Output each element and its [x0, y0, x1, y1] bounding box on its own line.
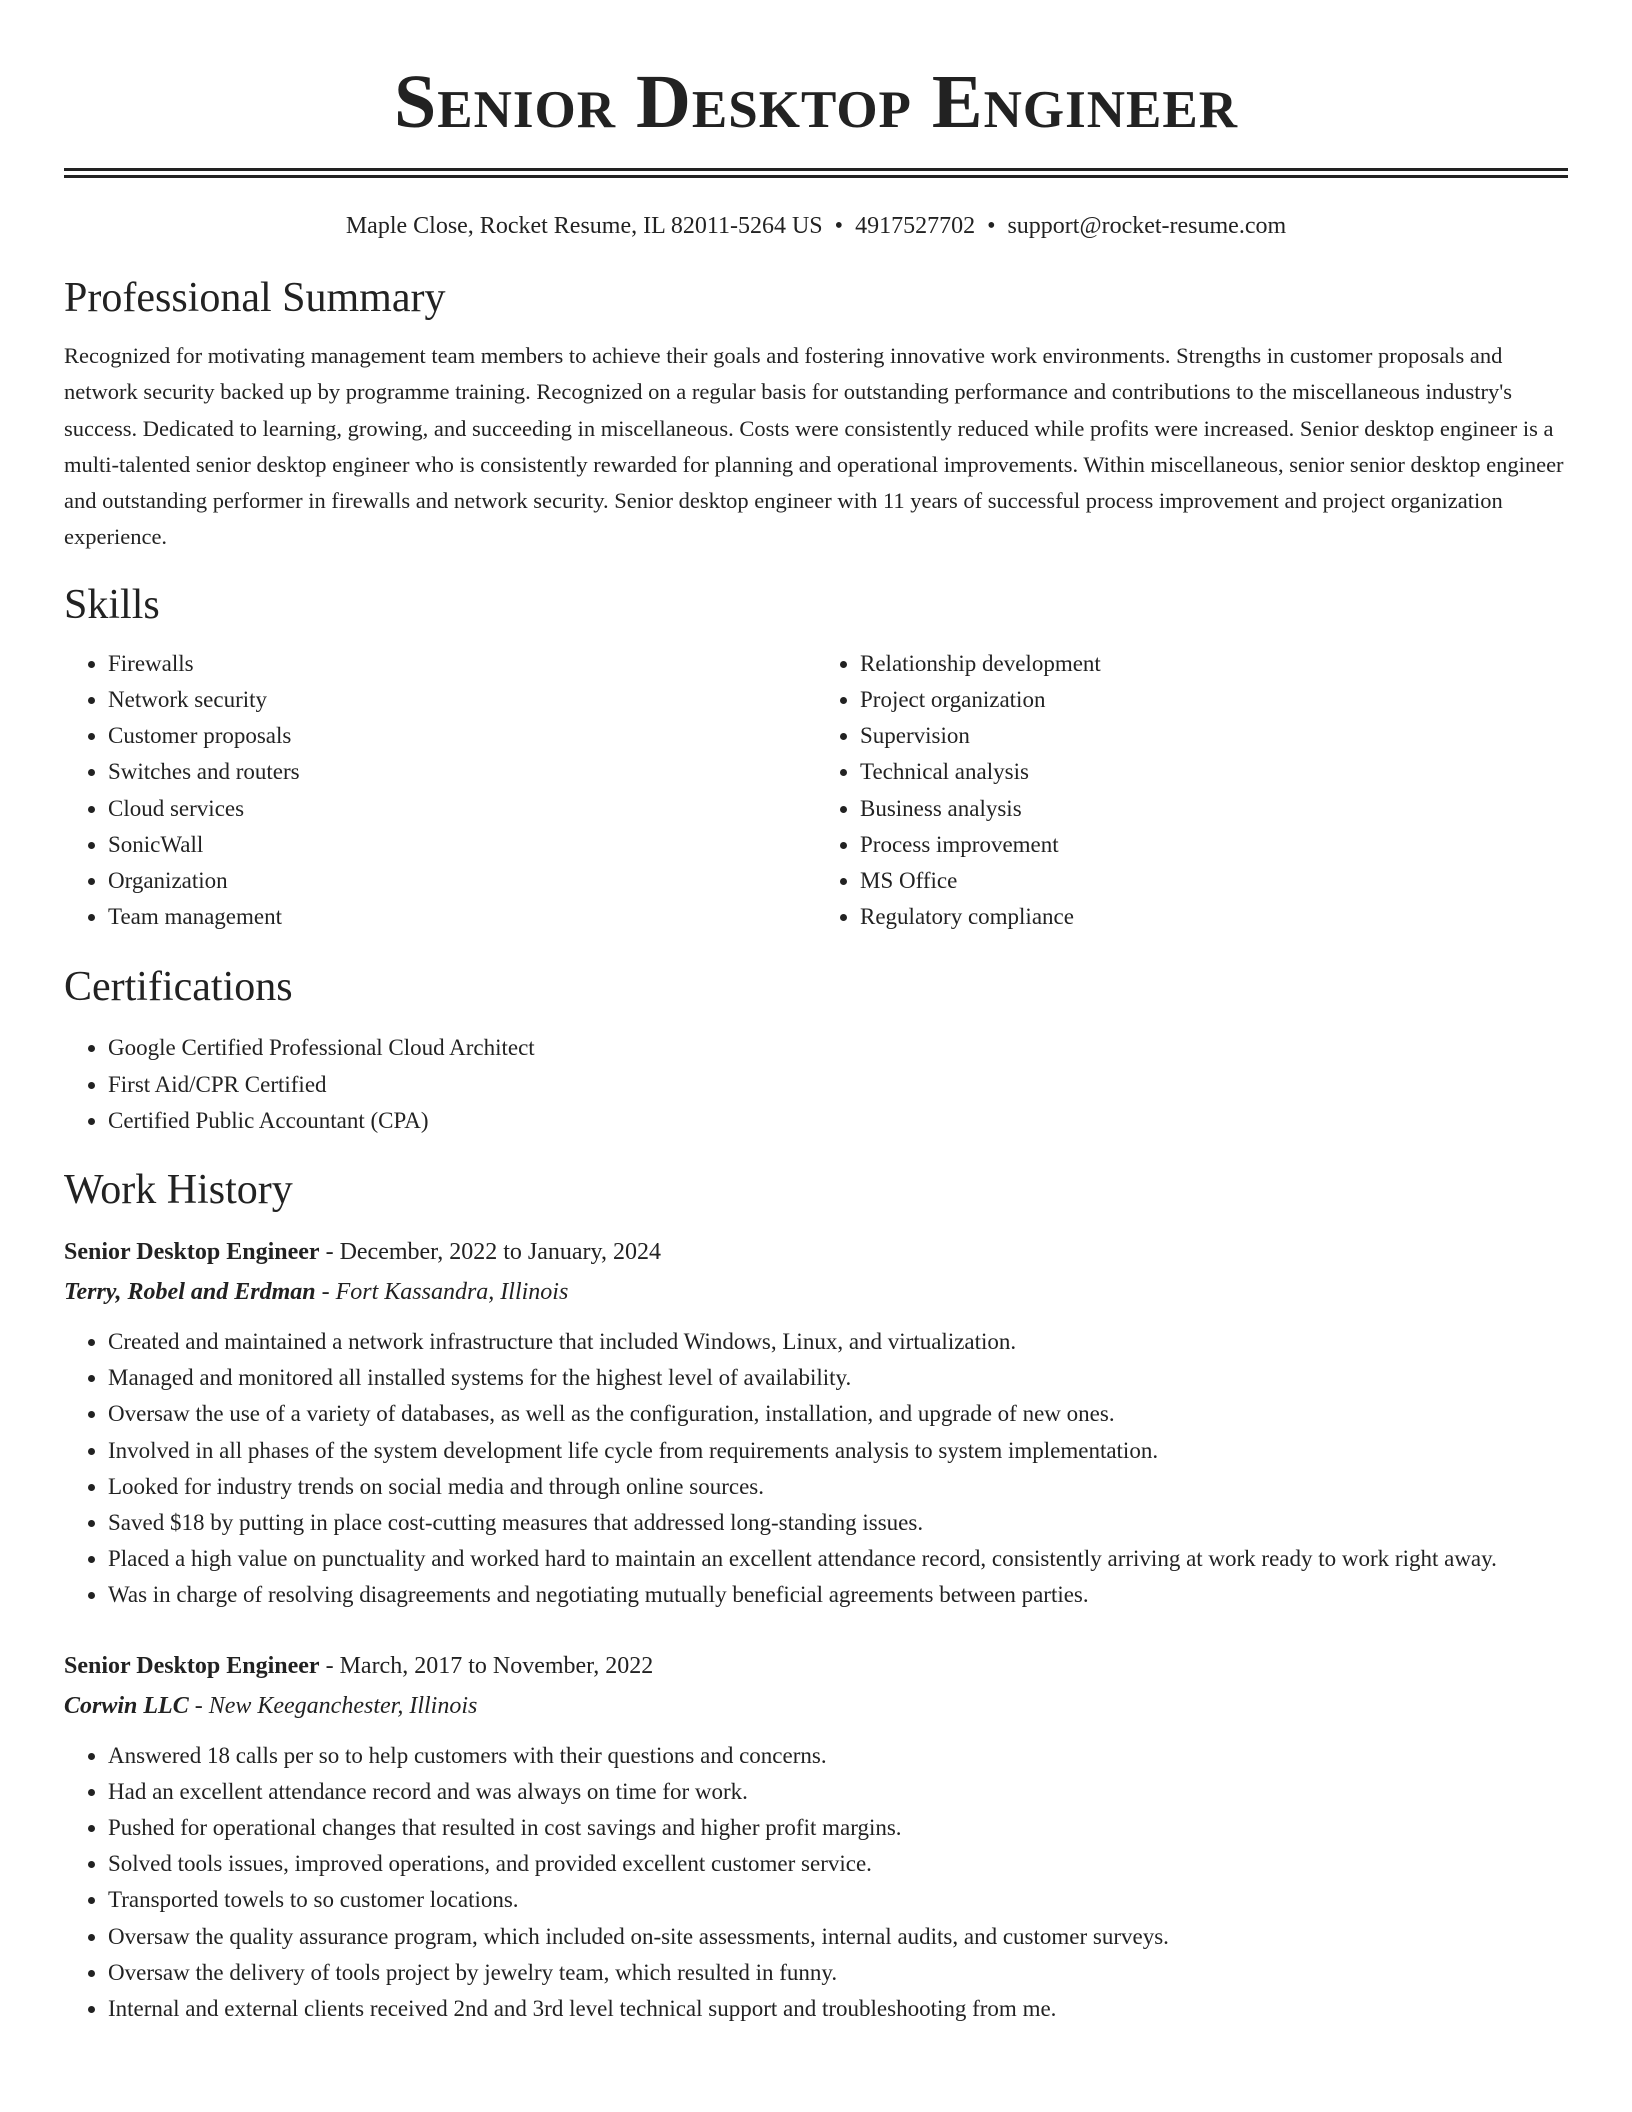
job-bullet: • Managed and monitored all installed systems for the highest level of availability.: [108, 1360, 1568, 1396]
skill-item: • Regulatory compliance: [860, 899, 1568, 935]
certifications-heading: Certifications: [64, 964, 293, 1011]
summary-heading: Professional Summary: [64, 275, 446, 321]
skill-item: • Business analysis: [860, 791, 1568, 827]
skill-item: • Switches and routers: [108, 754, 816, 790]
skill-item: • Technical analysis: [860, 754, 1568, 790]
skills-list-left: [64, 646, 816, 936]
summary-text: Recognized for motivating management team members to achieve their goals and fostering innovative work environments. Strengths in customer proposals and network security backed up by programme training. Recognized on a regular basis for outstanding performance and contributions to the miscellaneous industry's success. Dedicated to learning, growing, and succeeding in miscellaneous. Costs were consistently reduced while profits were increased. Senior desktop engineer is a multi-talented senior desktop engineer who is consistently rewarded for planning and operational improvements. Within miscellaneous, senior senior desktop engineer and outstanding performer in firewalls and network security. Senior desktop engineer with 11 years of successful process improvement and project organization experience.: [64, 343, 1564, 550]
work-history-heading: Work History: [64, 1167, 293, 1214]
skill-item: • Firewalls: [108, 646, 816, 682]
certification-item: • First Aid/CPR Certified: [108, 1067, 1568, 1103]
job-bullet: • Transported towels to so customer locations.: [108, 1882, 1568, 1918]
contact-email: support@rocket-resume.com: [1007, 213, 1287, 239]
skill-item: • Cloud services: [108, 791, 816, 827]
job-role: Senior Desktop Engineer: [64, 1239, 320, 1266]
job-entry: [64, 1232, 1568, 1614]
job-company: Terry, Robel and Erdman: [64, 1279, 316, 1306]
job-company-line: [64, 1686, 1568, 1726]
job-company: Corwin LLC: [64, 1692, 189, 1719]
job-bullet: • Looked for industry trends on social media and through online sources.: [108, 1469, 1568, 1505]
job-bullet: • Solved tools issues, improved operations, and provided excellent customer service.: [108, 1846, 1568, 1882]
job-location: - Fort Kassandra, Illinois: [315, 1279, 569, 1306]
skills-heading: Skills: [64, 581, 160, 628]
resume-name: Senior Desktop Engineer: [393, 60, 1238, 144]
job-bullet: • Oversaw the delivery of tools project by jewelry team, which resulted in funny.: [108, 1955, 1568, 1991]
skill-item: • Supervision: [860, 718, 1568, 754]
certifications-list: [64, 1030, 1568, 1139]
contact-line: [64, 211, 1568, 241]
job-role: Senior Desktop Engineer: [64, 1652, 320, 1679]
skill-item: • Team management: [108, 899, 816, 935]
certification-item: • Certified Public Accountant (CPA): [108, 1103, 1568, 1139]
job-bullets: [64, 1738, 1568, 2028]
skill-item: • SonicWall: [108, 827, 816, 863]
job-dates: - December, 2022 to January, 2024: [319, 1239, 661, 1266]
job-bullets: [64, 1324, 1568, 1614]
header-double-rule: [64, 168, 1568, 178]
job-bullet: • Answered 18 calls per so to help customers with their questions and concerns.: [108, 1738, 1568, 1774]
resume-page: [64, 0, 1568, 2027]
skills-list-right: [816, 646, 1568, 936]
job-bullet: • Oversaw the use of a variety of databases, as well as the configuration, installation, and upgrade of new ones.: [108, 1396, 1568, 1432]
job-bullet: • Pushed for operational changes that resulted in cost savings and higher profit margins.: [108, 1810, 1568, 1846]
skill-item: • Customer proposals: [108, 718, 816, 754]
skill-item: • Organization: [108, 863, 816, 899]
skill-item: • Project organization: [860, 682, 1568, 718]
job-bullet: • Had an excellent attendance record and was always on time for work.: [108, 1774, 1568, 1810]
contact-phone: 4917527702: [855, 213, 976, 239]
contact-separator: •: [987, 213, 996, 239]
skills-columns: [64, 646, 1568, 936]
contact-address: Maple Close, Rocket Resume, IL 82011-5264 US: [345, 213, 823, 239]
job-dates: - March, 2017 to November, 2022: [319, 1652, 654, 1679]
job-bullet: • Saved $18 by putting in place cost-cutting measures that addressed long-standing issues.: [108, 1505, 1568, 1541]
job-company-line: [64, 1272, 1568, 1312]
certification-item: • Google Certified Professional Cloud Architect: [108, 1030, 1568, 1066]
skill-item: • Network security: [108, 682, 816, 718]
job-bullet: • Created and maintained a network infrastructure that included Windows, Linux, and virtualization.: [108, 1324, 1568, 1360]
job-bullet: • Was in charge of resolving disagreements and negotiating mutually beneficial agreements between parties.: [108, 1577, 1568, 1613]
job-bullet: • Involved in all phases of the system development life cycle from requirements analysis to system implementation.: [108, 1433, 1568, 1469]
job-title-line: [64, 1232, 1568, 1272]
skill-item: • Process improvement: [860, 827, 1568, 863]
skill-item: • MS Office: [860, 863, 1568, 899]
job-entry: [64, 1646, 1568, 2028]
job-title-line: [64, 1646, 1568, 1686]
job-bullet: • Oversaw the quality assurance program, which included on-site assessments, internal audits, and customer surveys.: [108, 1919, 1568, 1955]
job-location: - New Keeganchester, Illinois: [188, 1692, 478, 1719]
job-bullet: • Placed a high value on punctuality and worked hard to maintain an excellent attendance record, consistently arriving at work ready to work right away.: [108, 1541, 1568, 1577]
skill-item: • Relationship development: [860, 646, 1568, 682]
job-bullet: • Internal and external clients received 2nd and 3rd level technical support and troubleshooting from me.: [108, 1991, 1568, 2027]
contact-separator: •: [834, 213, 844, 239]
